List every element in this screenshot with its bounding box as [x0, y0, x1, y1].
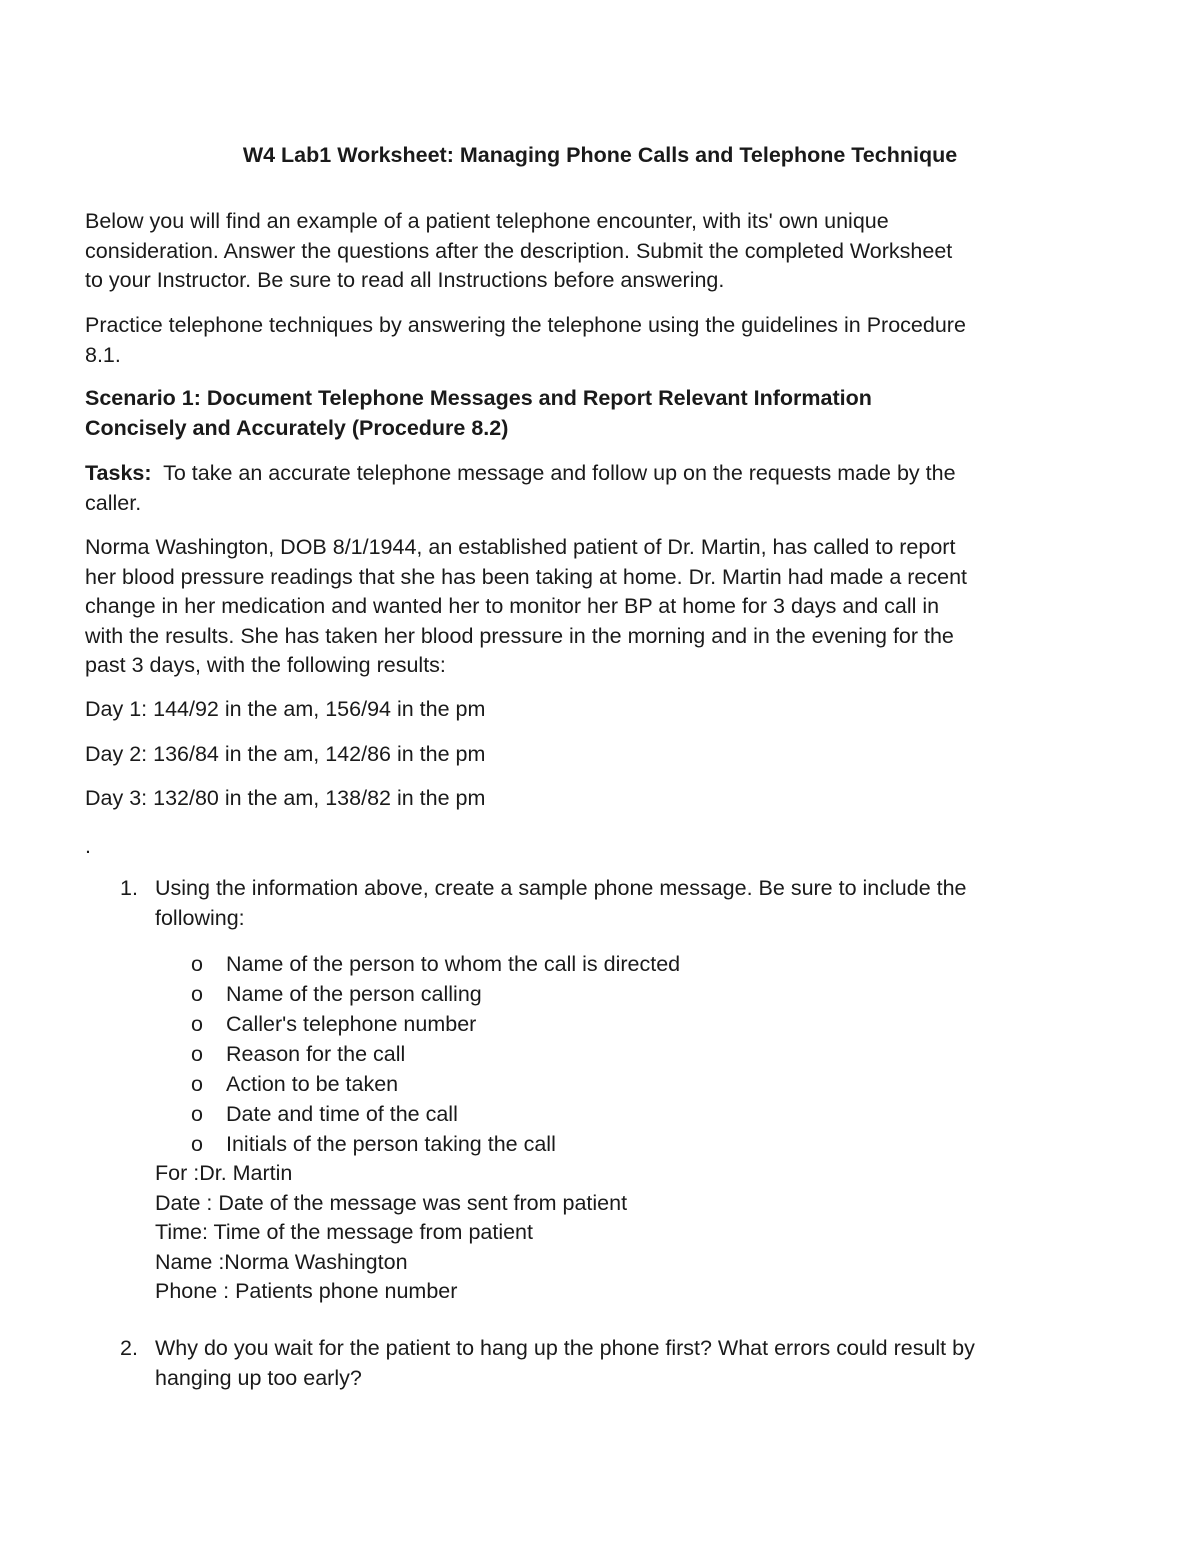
practice-paragraph	[85, 311, 1070, 370]
answer-time: Time: Time of the message from patient	[155, 1220, 533, 1244]
list-item: o Action to be taken	[155, 1069, 680, 1099]
intro-paragraph	[85, 207, 1070, 296]
case-paragraph	[85, 533, 1070, 681]
question-1-line: following:	[155, 905, 245, 930]
intro-line: consideration. Answer the questions after the description. Submit the completed Worksheet	[85, 238, 953, 263]
bullet-mark: o	[191, 982, 203, 1006]
list-item: o Name of the person calling	[155, 979, 680, 1009]
case-line: with the results. She has taken her blood pressure in the morning and in the evening for the	[85, 623, 954, 648]
question-2-text	[155, 1334, 1070, 1393]
sample-message-answer	[155, 1159, 627, 1307]
scenario-line: Scenario 1: Document Telephone Messages and Report Relevant Information	[85, 386, 872, 410]
tasks-line: caller.	[85, 490, 142, 515]
bullet-mark: o	[191, 952, 203, 976]
question-2-number: 2.	[120, 1336, 138, 1360]
question-1-line: Using the information above, create a sample phone message. Be sure to include the	[155, 876, 967, 900]
case-line: change in her medication and wanted her to monitor her BP at home for 3 days and call in	[85, 594, 940, 618]
answer-date: Date : Date of the message was sent from patient	[155, 1190, 628, 1215]
message-fields-list	[155, 949, 680, 1159]
answer-for: For :Dr. Martin	[155, 1161, 293, 1185]
reading-day-2: Day 2: 136/84 in the am, 142/86 in the pm	[85, 742, 486, 766]
case-line: past 3 days, with the following results:	[85, 653, 446, 677]
question-1-number: 1.	[120, 876, 138, 900]
case-line: Norma Washington, DOB 8/1/1944, an established patient of Dr. Martin, has called to report	[85, 535, 956, 559]
tasks-paragraph	[85, 459, 1070, 518]
bullet-mark: o	[191, 1072, 203, 1096]
scenario-line: Concisely and Accurately (Procedure 8.2)	[85, 415, 509, 440]
bullet-mark: o	[191, 1132, 203, 1156]
reading-day-1: Day 1: 144/92 in the am, 156/94 in the pm	[85, 697, 486, 721]
scenario-heading	[85, 384, 1070, 443]
bullet-mark: o	[191, 1012, 203, 1036]
answer-name: Name :Norma Washington	[155, 1249, 408, 1274]
list-item: o Initials of the person taking the call	[155, 1129, 680, 1159]
list-item: o Caller's telephone number	[155, 1009, 680, 1039]
intro-line: Below you will find an example of a patient telephone encounter, with its' own unique	[85, 209, 889, 233]
question-2-line: hanging up too early?	[155, 1365, 362, 1390]
bullet-mark: o	[191, 1102, 203, 1126]
tasks-text: To take an accurate telephone message and follow up on the requests made by the	[151, 461, 956, 485]
bullet-mark: o	[191, 1042, 203, 1066]
practice-line: Practice telephone techniques by answering the telephone using the guidelines in Procedure	[85, 313, 966, 337]
reading-day-3: Day 3: 132/80 in the am, 138/82 in the pm	[85, 786, 486, 810]
stray-dot: .	[85, 834, 91, 858]
list-item: o Name of the person to whom the call is directed	[155, 949, 680, 979]
case-line: her blood pressure readings that she has been taking at home. Dr. Martin had made a recent	[85, 564, 968, 589]
practice-line: 8.1.	[85, 342, 121, 367]
answer-phone: Phone : Patients phone number	[155, 1279, 458, 1303]
question-1-text	[155, 874, 1070, 933]
intro-line: to your Instructor. Be sure to read all Instructions before answering.	[85, 268, 725, 292]
list-item: o Date and time of the call	[155, 1099, 680, 1129]
tasks-line	[85, 459, 1070, 489]
page-title: W4 Lab1 Worksheet: Managing Phone Calls and Telephone Technique	[242, 143, 958, 167]
list-item: o Reason for the call	[155, 1039, 680, 1069]
tasks-label: Tasks:	[85, 461, 152, 485]
question-2-line: Why do you wait for the patient to hang up the phone first? What errors could result by	[155, 1336, 975, 1360]
